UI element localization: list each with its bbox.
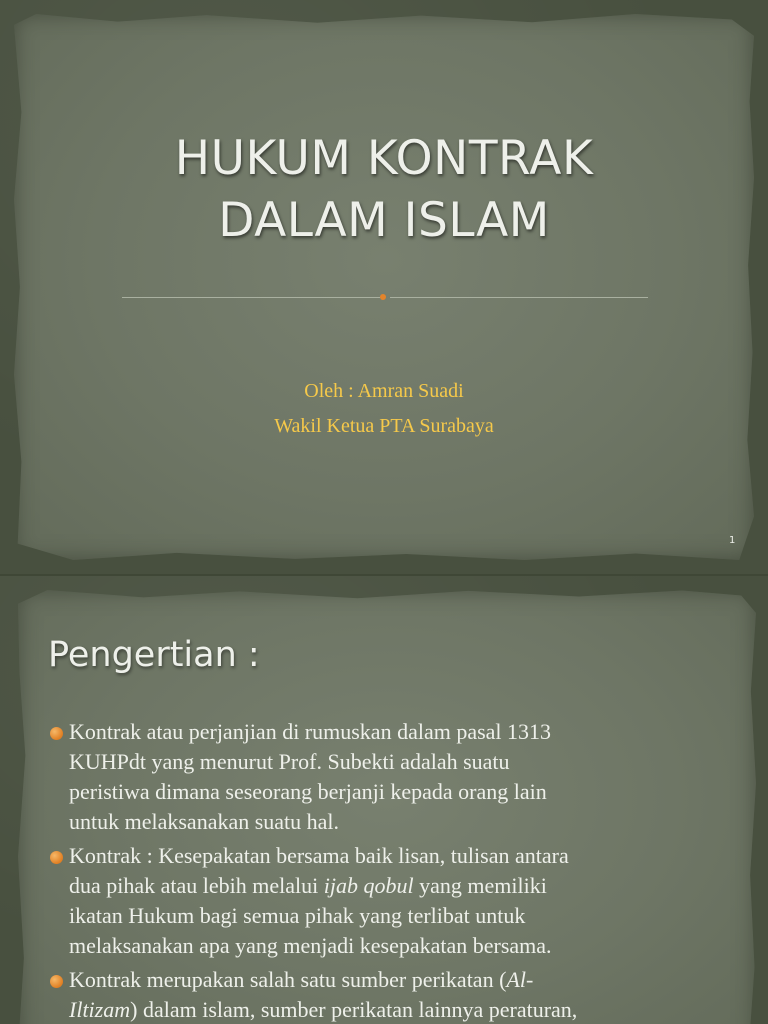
slide-number: 1 [729,535,736,546]
bullet-2-line-4: melaksanakan apa yang menjadi kesepakatan bersama. [69,933,552,958]
slide-2-heading: Pengertian : [48,635,260,675]
bullet-3-line-1-before: Kontrak merupakan salah satu sumber perikatan ( [69,967,507,992]
bullet-dot-icon [50,727,63,740]
term-iltizam: Iltizam [69,997,131,1022]
bullet-3-line-2-after: ) dalam islam, sumber perikatan lainnya peraturan, [130,997,578,1022]
bullet-item-1 [48,717,738,837]
bullet-1-line-4: untuk melaksanakan suatu hal. [69,809,340,834]
bullet-3-line-1 [69,965,738,995]
bullet-2-line-2 [69,871,738,901]
bullet-2-line-2-after: yang memiliki [413,873,547,898]
bullet-1-line-3: peristiwa dimana seseorang berjanji kepada orang lain [69,779,547,804]
slide-2 [0,576,768,1024]
title-line-1: HUKUM KONTRAK [174,131,594,186]
title-divider-left [122,297,380,298]
title-line-2: DALAM ISLAM [218,193,550,248]
slide-1-paper-background [14,14,754,560]
subtitle-author: Oleh : Amran Suadi [304,380,464,402]
slide-1-title [0,128,768,252]
title-divider-right [390,297,648,298]
bullet-dot-icon [50,975,63,988]
bullet-2-line-1: Kontrak : Kesepakatan bersama baik lisan, tulisan antara [69,843,569,868]
term-al: Al- [506,967,534,992]
term-ijab-qobul: ijab qobul [323,873,414,898]
bullet-3-line-2 [69,995,738,1024]
bullet-1-line-1: Kontrak atau perjanjian di rumuskan dalam pasal 1313 [69,719,552,744]
bullet-item-3 [48,965,738,1024]
subtitle-position: Wakil Ketua PTA Surabaya [274,415,494,437]
bullet-list [48,717,738,1024]
title-divider-dot [380,294,386,300]
bullet-2-line-2-before: dua pihak atau lebih melalui [69,873,324,898]
bullet-item-2 [48,841,738,961]
bullet-2-line-3: ikatan Hukum bagi semua pihak yang terlibat untuk [69,903,526,928]
bullet-1-line-2: KUHPdt yang menurut Prof. Subekti adalah suatu [69,749,510,774]
bullet-dot-icon [50,851,63,864]
